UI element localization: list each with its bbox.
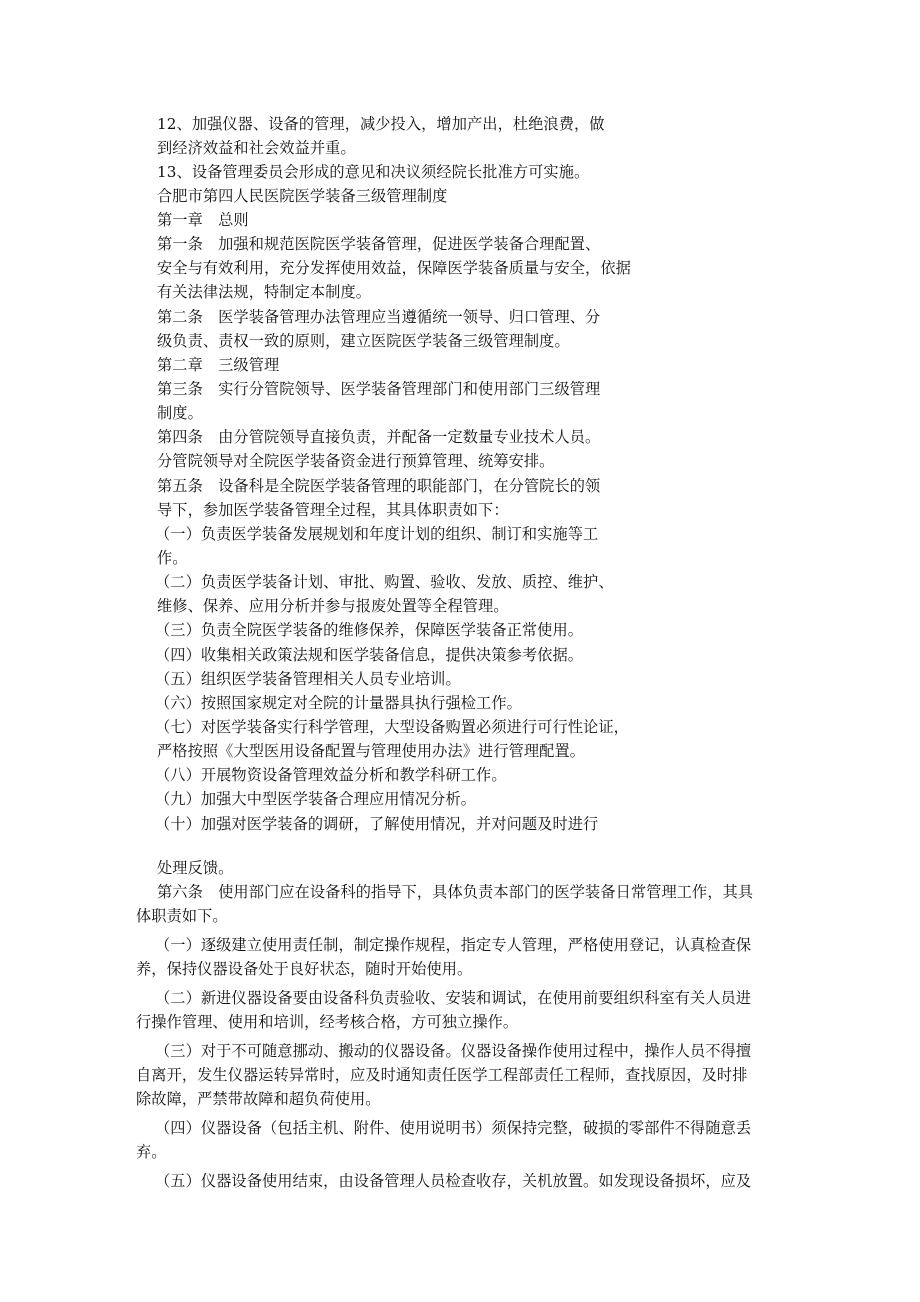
text-line: 13、设备管理委员会形成的意见和决议须经院长批准方可实施。: [157, 163, 590, 181]
text-line: 自离开，发生仪器运转异常时，应及时通知责任医学工程部责任工程师，查找原因，及时排: [136, 1066, 748, 1084]
text-line: 行操作管理、使用和培训，经考核合格，方可独立操作。: [136, 1013, 519, 1031]
text-line: （四）仪器设备（包括主机、附件、使用说明书）须保持完整，破损的零部件不得随意丢: [155, 1119, 752, 1137]
text-line: 制度。: [157, 404, 203, 422]
text-line: （七）对医学装备实行科学管理，大型设备购置必须进行可行性论证，: [155, 718, 629, 736]
text-line: 12、加强仪器、设备的管理，减少投入，增加产出，杜绝浪费，做: [157, 115, 605, 133]
text-line: 第三条 实行分管院领导、医学装备管理部门和使用部门三级管理: [157, 380, 601, 398]
text-line: （五）组织医学装备管理相关人员专业培训。: [155, 670, 461, 688]
text-line: 安全与有效利用，充分发挥使用效益，保障医学装备质量与安全，依据: [157, 259, 631, 277]
text-line: 第一条 加强和规范医院医学装备管理，促进医学装备合理配置、: [157, 235, 601, 253]
text-line: 导下，参加医学装备管理全过程，其具体职责如下：: [157, 501, 509, 519]
text-line: 分管院领导对全院医学装备资金进行预算管理、统筹安排。: [157, 452, 555, 470]
text-line: （九）加强大中型医学装备合理应用情况分析。: [155, 790, 477, 808]
text-line: 第五条 设备科是全院医学装备管理的职能部门，在分管院长的领: [157, 477, 601, 495]
text-line: （一）负责医学装备发展规划和年度计划的组织、制订和实施等工: [155, 525, 599, 543]
text-line: （二）负责医学装备计划、审批、购置、验收、发放、质控、维护、: [155, 573, 614, 591]
text-line: 处理反馈。: [157, 859, 234, 877]
text-line: 作。: [157, 549, 188, 567]
text-line: 有关法律法规，特制定本制度。: [157, 283, 372, 301]
text-line: 除故障，严禁带故障和超负荷使用。: [136, 1090, 381, 1108]
document-heading: 合肥市第四人民医院医学装备三级管理制度: [157, 187, 448, 205]
text-line: 第二条 医学装备管理办法管理应当遵循统一领导、归口管理、分: [157, 308, 601, 326]
text-line: 严格按照《大型医用设备配置与管理使用办法》进行管理配置。: [157, 742, 586, 760]
chapter-heading: 第一章 总则: [157, 211, 249, 229]
text-line: （十）加强对医学装备的调研，了解使用情况，并对问题及时进行: [155, 815, 599, 833]
text-line: （四）收集相关政策法规和医学装备信息，提供决策参考依据。: [155, 646, 584, 664]
text-line: （二）新进仪器设备要由设备科负责验收、安装和调试，在使用前要组织科室有关人员进: [155, 989, 752, 1007]
text-line: （八）开展物资设备管理效益分析和教学科研工作。: [155, 766, 507, 784]
text-line: 到经济效益和社会效益并重。: [157, 139, 356, 157]
text-line: 体职责如下。: [136, 907, 228, 925]
text-line: 养，保持仪器设备处于良好状态，随时开始使用。: [136, 960, 473, 978]
text-line: 第六条 使用部门应在设备科的指导下，具体负责本部门的医学装备日常管理工作，其具: [157, 883, 754, 901]
text-line: 第四条 由分管院领导直接负责，并配备一定数量专业技术人员。: [157, 428, 601, 446]
text-line: （五）仪器设备使用结束，由设备管理人员检查收存，关机放置。如发现设备损坏，应及: [155, 1172, 752, 1190]
text-line: 弃。: [136, 1143, 167, 1161]
chapter-heading: 第二章 三级管理: [157, 356, 280, 374]
text-line: 维修、保养、应用分析并参与报废处置等全程管理。: [157, 597, 509, 615]
text-line: （一）逐级建立使用责任制，制定操作规程，指定专人管理，严格使用登记，认真检查保: [155, 936, 752, 954]
text-line: 级负责、责权一致的原则，建立医院医学装备三级管理制度。: [157, 332, 570, 350]
text-line: （三）对于不可随意挪动、搬动的仪器设备。仪器设备操作使用过程中，操作人员不得擅: [155, 1042, 752, 1060]
text-line: （六）按照国家规定对全院的计量器具执行强检工作。: [155, 694, 522, 712]
text-line: （三）负责全院医学装备的维修保养，保障医学装备正常使用。: [155, 621, 584, 639]
